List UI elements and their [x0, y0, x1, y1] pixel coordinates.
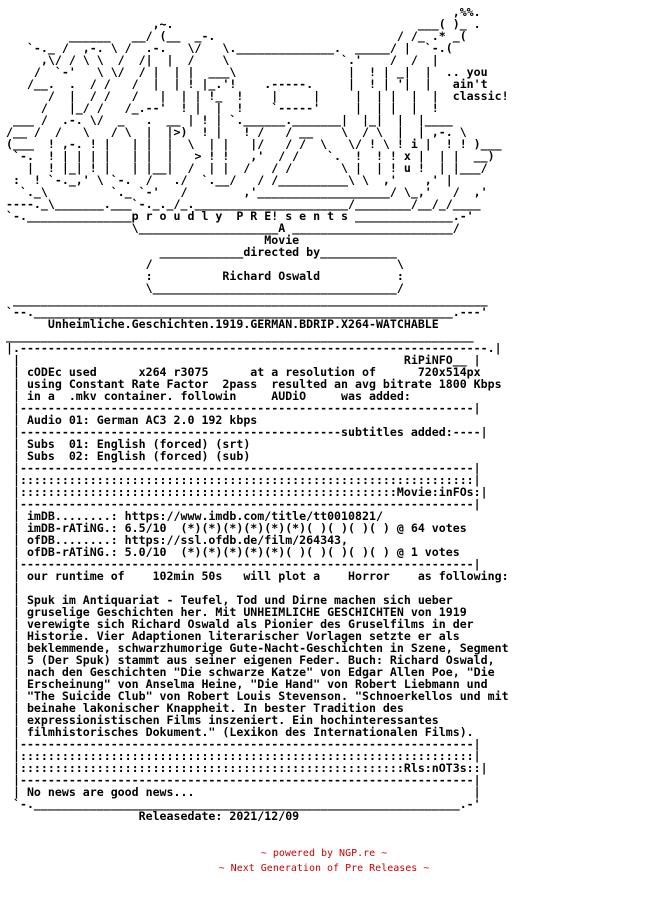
nfo-line: / | / / / | | | !_ ! | | | | | | | classic! — [6, 89, 509, 103]
nfo-line: ___ / .-. \/ _ . __ | ! | `.______._______| |_| | |____ — [6, 113, 488, 127]
nfo-line: ----._\_______.___`-._._/_.______________________/________/__/_/____ — [6, 197, 481, 211]
nfo-line: |:::::::::::::::::::::::::::::::::::::::::::::::::::::::Rls:nOT3s::| — [6, 761, 488, 775]
nfo-line: \____________________A _______________________/ — [6, 221, 460, 235]
nfo-line: | — [6, 581, 20, 595]
nfo-line: | ofDB........: https://ssl.ofdb.de/film/264343, — [6, 533, 349, 547]
nfo-line: | using Constant Rate Factor 2pass resulted an avg bitrate 1800 Kbps — [6, 377, 502, 391]
nfo-line: Unheimliche.Geschichten.1919.GERMAN.BDRIP.X264-WATCHABLE — [6, 317, 439, 331]
nfo-line: `-._ / ,-. \ / .-. \/ \.______________. _____/ | `-.( — [6, 41, 467, 55]
nfo-line: | 5 (Der Spuk) stammt aus seiner eigenen Feder. Buch: Richard Oswald, — [6, 653, 495, 667]
nfo-line: : ! `-._,' \ `-. / ./ `.__/ / /__________\ \ ,' ,' | — [6, 173, 481, 187]
nfo-line: | Subs 02: English (forced) (sub) — [6, 449, 251, 463]
nfo-line: | gruselige Geschichten her. Mit UNHEIMLICHE GESCHICHTEN von 1919 — [6, 605, 467, 619]
nfo-line: | Audio 01: German AC3 2.0 192 kbps — [6, 413, 258, 427]
nfo-line: |----------------------------------------------subtitles added:----| — [6, 425, 488, 439]
nfo-line: | imDB........: https://www.imdb.com/title/tt0010821/ — [6, 509, 383, 523]
nfo-line: |:::::::::::::::::::::::::::::::::::::::::::::::::::::::::::::::::| — [6, 749, 481, 763]
nfo-line: ,%%. — [6, 5, 488, 19]
nfo-line: |::::::::::::::::::::::::::::::::::::::::::::::::::::::Movie:inFOs:| — [6, 485, 488, 499]
nfo-line: |-----------------------------------------------------------------| — [6, 497, 481, 511]
nfo-line: : Richard Oswald : — [6, 269, 404, 283]
nfo-line: | RiPiNFO__ | — [6, 353, 481, 367]
nfo-line: | in a .mkv container. followin AUDiO was added: — [6, 389, 411, 403]
nfo-line: | expressionistischen Films inszeniert. Ein hochinteressantes — [6, 713, 439, 727]
nfo-line: |-----------------------------------------------------------------| — [6, 401, 481, 415]
nfo-line: ___________________________________________________________________ — [6, 329, 474, 343]
nfo-line: | Subs 01: English (forced) (srt) — [6, 437, 251, 451]
nfo-line: | our runtime of 102min 50s will plot a Horror as following: — [6, 569, 509, 583]
nfo-line: | filmhistorisches Dokument." (Lexikon des Internationalen Films). — [6, 725, 474, 739]
nfo-line: `._\ `._ `-' / ,'___________________/ \_,' / ,' — [6, 185, 495, 199]
nfo-line: | ofDB-rATiNG.: 5.0/10 (*)(*)(*)(*)(*)( )( )( )( )( ) @ 1 votes — [6, 545, 460, 559]
nfo-text — [6, 6, 509, 822]
nfo-line: /__. . / / / | | ! |_.'! .-----. | ! | '| | ain't — [6, 77, 488, 91]
nfo-line: |-----------------------------------------------------------------| — [6, 461, 481, 475]
nfo-line: / \ — [6, 257, 404, 271]
nfo-line: ______ __/ (__ _-. / /_ .* _( — [6, 29, 474, 43]
nfo-line: | beklemmende, schwarzhumorige Gute-Nacht-Geschichten in Szene, Segment — [6, 641, 509, 655]
nfo-line: |-----------------------------------------------------------------| — [6, 557, 481, 571]
nfo-line: | verewigte sich Richard Oswald als Pionier des Gruselfilms in der — [6, 617, 474, 631]
nfo-line: | "The Suicide Club" von Robert Louis Stevenson. "Schnoerkellos und mit — [6, 689, 509, 703]
nfo-line: ,\/ / \ \ / /| | / \ `.' / / | — [6, 53, 474, 67]
nfo-line: | Spuk im Antiquariat - Teufel, Tod und Dirne machen sich ueber — [6, 593, 453, 607]
next-generation-line: ~ Next Generation of Pre Releases ~ — [218, 863, 430, 874]
nfo-line: ____________________________________________________________________ — [6, 293, 488, 307]
nfo-line: | Erscheinung" von Anselma Heine, "Die Hand" von Robert Liebmann und — [6, 677, 488, 691]
nfo-line: |-----------------------------------------------------------------| — [6, 737, 481, 751]
nfo-line: |.-------------------------------------------------------------------.| — [6, 341, 502, 355]
nfo-line: | beinahe lakonischer Knappheit. In bester Tradition des — [6, 701, 404, 715]
nfo-line: `-._______________p r o u d l y P R E! s e n t s ______________.-' — [6, 209, 474, 223]
nfo-line: / `-' \ \/ / | | | ___\ | ! | _| | .. you — [6, 65, 488, 79]
nfo-line: |-----------------------------------------------------------------| — [6, 773, 481, 787]
powered-by-line: ~ powered by NGP.re ~ — [260, 848, 388, 859]
nfo-line: | No news are good news... | — [6, 785, 481, 799]
nfo-line: Movie — [6, 233, 300, 247]
nfo-line: | nach den Geschichten "Die schwarze Katze" von Edgar Allen Poe, "Die — [6, 665, 495, 679]
nfo-line: `-._____________________________________________________________.-' — [6, 797, 481, 811]
nfo-line: | ! |_| ! | | |__| / | | / / / \ | | ! u ! | |___/ — [6, 161, 488, 175]
nfo-line: Releasedate: 2021/12/09 — [6, 809, 300, 823]
nfo-line: |:::::::::::::::::::::::::::::::::::::::::::::::::::::::::::::::::| — [6, 473, 481, 487]
nfo-line: ____________directed by___________ — [6, 245, 397, 259]
nfo-line: /__ / / \ / \ | |>) ! | ! / / __ \ / \ | | ,-. \ — [6, 125, 495, 139]
nfo-line: ,~. ___( )_ . — [6, 17, 481, 31]
nfo-line: | imDB-rATiNG.: 6.5/10 (*)(*)(*)(*)(*)(*)( )( )( )( ) @ 64 votes — [6, 521, 467, 535]
nfo-line: \___________________________________/ — [6, 281, 404, 295]
nfo-line: `-. ! | | | | | | | > ! ! ,' / / `. ! ! ! x | | | __) — [6, 149, 495, 163]
nfo-line: | Historie. Vier Adaptionen literarischer Vorlagen setzte er als — [6, 629, 460, 643]
nfo-line: | cODEc used x264 r3075 at a resolution of 720x514px — [6, 365, 481, 379]
nfo-line: / |_/ / /_.--' ! | | ! `-----' | | | | ! — [6, 101, 509, 115]
nfo-line: `--.____________________________________________________________.---' — [6, 305, 488, 319]
nfo-line: (___ ! ,-. ! | | | | \ | | |/ / / \ \/ ! \ ! i | ! ! )___ — [6, 137, 502, 151]
